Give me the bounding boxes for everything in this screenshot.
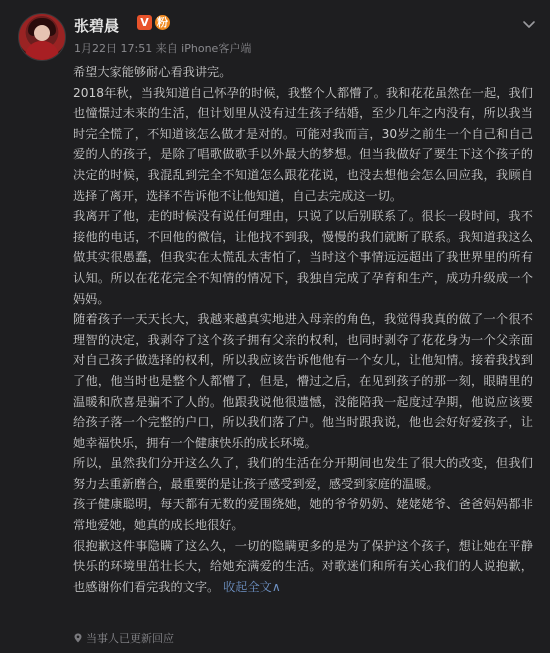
avatar-face — [34, 25, 50, 41]
paragraph-text: 很抱歉这件事隐瞒了这么久，一切的隐瞒更多的是为了保护这个孩子，想让她在平静快乐的环境里茁壮长大，给她充满爱的生活。对歌迷们和所有关心我们的人说抱歉，也感谢你们看完我的文字。 — [73, 538, 533, 594]
paragraph: 2018年秋，当我知道自己怀孕的时候，我整个人都懵了。我和花花虽然在一起，我们也憧憬过未来的生活，但计划里从没有过生孩子结婚，至少几年之内没有，所以我当时完全慌了，不知道该怎么做才是对的。可能对我而言，30岁之前生一个自己和自己爱的人的孩子，是除了唱歌做歌手以外最大的梦想。但当我做好了要生下这个孩子的决定的时候，我混乱到完全不知道怎么跟花花说，也没去想他会怎么回应我，我顾自选择了离开，选择不告诉他不让他知道，自己去完成这一切。 — [73, 85, 533, 203]
avatar-dress — [25, 41, 59, 61]
collapse-label: 收起全文 — [223, 579, 272, 594]
author-name[interactable]: 张碧晨 — [74, 17, 120, 35]
post-content — [73, 62, 533, 597]
paragraph: 我离开了他，走的时候没有说任何理由，只说了以后别联系了。很长一段时间，我不接他的电话，不回他的微信，让他找不到我，慢慢的我们就断了联系。我知道我这么做其实很愚蠢，但我实在太慌乱太害怕了，当时这个事情远远超出了我世界里的所有认知。所以在花花完全不知情的情况下，我独自完成了孕育和生产，成功升级成一个妈妈。 — [73, 209, 533, 306]
post-location[interactable] — [73, 630, 174, 646]
post-meta: 1月22日 17:51 来自 iPhone客户端 — [74, 42, 252, 55]
location-label: 当事人已更新回应 — [86, 632, 174, 645]
paragraph: 希望大家能够耐心看我讲完。 — [73, 65, 232, 79]
paragraph-last — [73, 536, 533, 598]
avatar[interactable] — [18, 13, 66, 61]
location-icon — [73, 633, 83, 643]
fan-badge-icon: 粉 — [157, 16, 168, 29]
paragraph: 孩子健康聪明，每天都有无数的爱围绕她，她的爷爷奶奶、姥姥姥爷、爸爸妈妈都非常地爱她，她真的成长地很好。 — [73, 497, 533, 533]
chevron-down-icon[interactable] — [520, 15, 538, 33]
verified-icon: V — [137, 15, 152, 30]
collapse-arrow-icon: ∧ — [271, 579, 281, 594]
paragraph: 随着孩子一天天长大，我越来越真实地进入母亲的角色，我觉得我真的做了一个很不理智的决定，我剥夺了这个孩子拥有父亲的权利，也同时剥夺了花花身为一个父亲面对自己孩子做选择的权利，所以我应该告诉他他有一个女儿，让他知情。接着我找到了他，他当时也是整个人都懵了，但是，懵过之后，在见到孩子的那一刻，眼睛里的温暖和欣喜是骗不了人的。他跟我说他很遗憾，没能陪我一起度过孕期，他说应该要给孩子落一个完整的户口，所以我们落了户。他当时跟我说，他也会好好爱孩子，让她幸福快乐，拥有一个健康快乐的成长环境。 — [73, 312, 533, 450]
collapse-link[interactable] — [223, 580, 281, 594]
post-header — [18, 13, 538, 57]
paragraph: 所以，虽然我们分开这么久了，我们的生活在分开期间也发生了很大的改变，但我们努力去重新磨合，最重要的是让孩子感受到爱，感受到家庭的温暖。 — [73, 456, 533, 491]
